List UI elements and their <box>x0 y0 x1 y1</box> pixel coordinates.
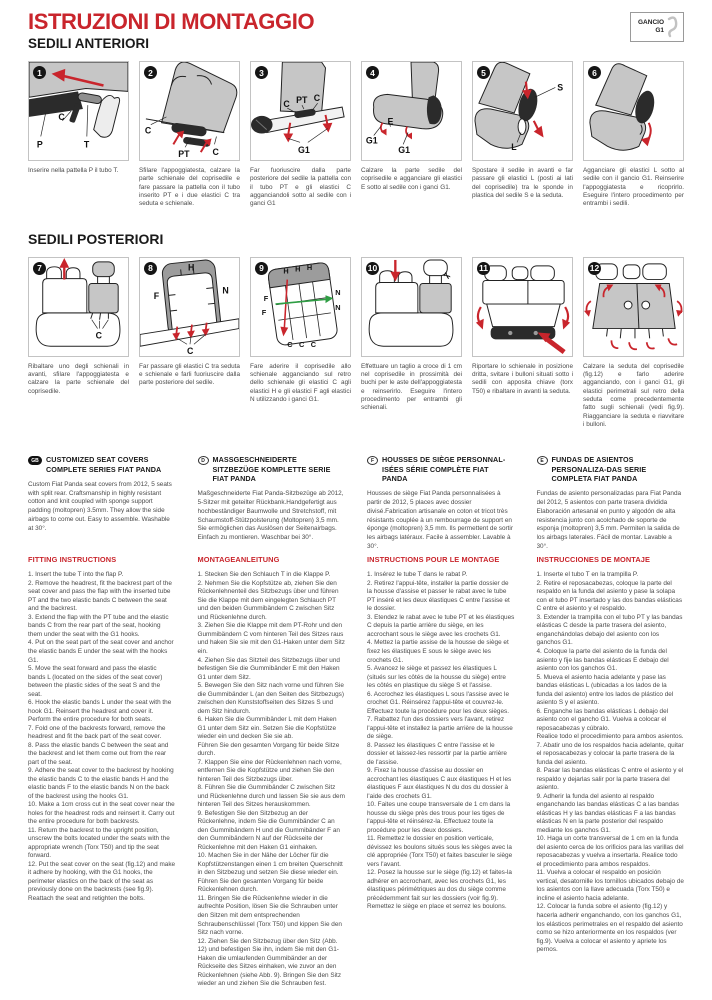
svg-text:T: T <box>83 139 90 150</box>
svg-text:C: C <box>58 111 65 122</box>
instruction-step: 2. Remove the headrest, fit the backrest part of the seat cover and pass the flap with the inserted tube PT and the two elastic bands C between the seat and the backrest. <box>28 579 172 613</box>
lang-badge-e: E <box>537 456 548 465</box>
step-caption: Calzare la seduta del coprisedile (fig.12) e farlo aderire agganciando, con i ganci G1, gli elastici perimetrali sul retro della seduta come precedentemente fatto sugli schienali (vedi fig.9). Riagganciare la seduta e riavvitare i bulloni. <box>583 362 684 429</box>
lang-steps <box>367 571 515 912</box>
lang-intro-block <box>198 455 346 555</box>
svg-text:PT: PT <box>178 149 190 160</box>
front-seat-steps <box>28 61 684 209</box>
step-caption: Riportare lo schienale in posizione dritta, svitare i bulloni situati sotto i sedili con apposita chiave (torx T50) e ribaltare in avanti la seduta. <box>472 362 573 395</box>
step-2-illustration <box>139 61 240 161</box>
hook-icon <box>667 16 678 38</box>
section-title-rear-seats: SEDILI POSTERIORI <box>28 230 164 247</box>
step-cell-8 <box>139 257 240 430</box>
lang-heading: FITTING INSTRUCTIONS <box>28 555 117 565</box>
instruction-step: 9. Adhere the seat cover to the backrest by hooking the elastic bands C to the elastic bands H and the elastic bands F to the elastic bands N on the back of the backrest using the hooks G1. <box>28 767 174 800</box>
step-caption: Far passare gli elastici C tra seduta e schienale e farli fuoriuscire dalla parte posteriore del sedile. <box>139 362 240 387</box>
instruction-step: 9. Adherir la funda del asiento al respaldo enganchando las bandas elásticas C a las bandas elásticas H y las bandas elásticas F a las bandas elásticas N en la parte posterior del respaldo mediante los ganchos G1. <box>536 792 679 834</box>
instruction-step: 8. Führen Sie die Gummibänder C zwischen Sitz und Rückenlehne durch und lassen Sie sie aus dem hinteren Teil des Sitzes herauskommen. <box>197 784 345 809</box>
step-caption: Agganciare gli elastici L sotto al sedile con il gancio G1. Reinserire l'appoggiatesta e ricoprirlo. Eseguire l'intero procedimento per entrambi i sedili. <box>583 167 684 208</box>
svg-text:G1: G1 <box>398 145 411 156</box>
step-cell-12 <box>583 257 684 430</box>
step-caption: Ribaltare uno degli schienali in avanti, sfilare l'appoggiatesta e calzare la parte schienale del coprisedile. <box>28 362 129 395</box>
step-number: 9 <box>255 262 268 275</box>
instruction-step: 5. Move the seat forward and pass the elastic bands L (located on the sides of the seat cover) between the plastic sides of the seat S and the seat. <box>28 665 163 698</box>
svg-text:C: C <box>287 339 293 349</box>
svg-text:F: F <box>263 293 269 303</box>
svg-text:H: H <box>295 264 301 274</box>
svg-text:F: F <box>261 307 267 317</box>
step-number: 12 <box>589 263 600 274</box>
lang-badge-f: F <box>367 456 378 465</box>
step-number: 8 <box>144 262 157 275</box>
step-4-illustration <box>361 61 462 161</box>
scissors-icon: ✂ <box>440 269 453 282</box>
svg-text:G1: G1 <box>298 145 310 156</box>
lang-intro-block <box>367 455 515 555</box>
step-cell-7 <box>28 257 129 430</box>
step-caption: Sfilare l'appoggiatesta, calzare la parte schienale del coprisedile e fare passare la pattella con il tubo inserito PT e i due elastici C tra seduta e schienale. <box>139 167 240 208</box>
instruction-step: 2. Retire el reposacabezas, coloque la parte del respaldo en la funda del asiento y pase la solapa con el tubo PT insertado y las dos bandas elásticas C entre el asiento y el respaldo. <box>536 579 683 613</box>
instruction-step: 8. Pasar las bandas elásticas C entre el asiento y el respaldo y dejarlas salir por la parte trasera del asiento. <box>536 767 684 792</box>
instruction-step: Führen Sie den gesamten Vorgang für beide Sitze durch. <box>197 741 340 758</box>
svg-text:C: C <box>144 125 152 136</box>
svg-text:E: E <box>387 116 394 127</box>
instruction-step: 12. Ziehen Sie den Sitzbezug über den Sitz (Abb. 12) und befestigen Sie ihn, indem Sie mit den G1-Haken die umlaufenden Gummibänder an der Rückseite des Sitzes einhaken, wie zuvor an den Rückenlehnen (siehe Abb. 9). Bringen Sie den Sitz wieder an und ziehen Sie die Schrauben fest. <box>197 937 342 988</box>
lang-title: FUNDAS DE ASIENTOS PERSONALIZA-DAS SERIE COMPLETA FIAT PANDA <box>551 455 647 484</box>
instruction-step: 5. Mueva el asiento hacia adelante y pase las bandas elásticas L (ubicadas a los lados de la funda del asiento) entre los lados de plástico del asiento S y el asiento. <box>536 673 674 707</box>
step-number: 1 <box>33 66 46 79</box>
svg-text:F: F <box>153 290 160 301</box>
instruction-step: 6. Enganche las bandas elásticas L debajo del asiento con el gancho G1. Vuelva a colocar el reposacabezas y cúbralo. <box>536 707 669 732</box>
step-cell-4 <box>361 61 462 209</box>
step-caption: Inserire nella pattella P il tubo T. <box>28 167 119 175</box>
svg-text:H: H <box>283 266 289 276</box>
step-caption: Fare aderire il coprisedile allo schienale agganciando sul retro dello schienale gli elastici C agli elastici H e gli elastici F agli elastici N utilizzando i ganci G1. <box>250 362 351 404</box>
svg-text:C: C <box>299 339 305 349</box>
step-5-illustration <box>472 61 573 161</box>
instruction-step: 8. Passez les élastiques C entre l'assise et le dossier et laissez-les ressortir par la partie arrière de l'assise. <box>367 741 507 766</box>
lang-title: HOUSSES DE SIÈGE PERSONNAL-ISÉES SÉRIE COMPLÈTE FIAT PANDA <box>382 455 506 484</box>
page-title: ISTRUZIONI DI MONTAGGIO <box>28 9 315 34</box>
instruction-step: 6. Hook the elastic bands L under the seat with the hook G1. Reinsert the headrest and cover it. <box>28 699 172 715</box>
step-cell-11 <box>472 257 573 430</box>
step-12-illustration <box>583 257 684 357</box>
lang-heading: INSTRUCTIONS POUR LE MONTAGE <box>367 555 500 565</box>
instruction-step: 10. Make a 1cm cross cut in the seat cover near the holes for the headrest rods and reinsert it. Carry out the entire procedure for both backrests. <box>28 801 175 826</box>
svg-text:G1: G1 <box>365 135 378 146</box>
step-cell-1 <box>28 61 129 209</box>
step-10-illustration <box>361 257 462 357</box>
instruction-step: 8. Pass the elastic bands C between the seat and the backrest and let them come out from the rear part of the seat. <box>28 741 169 766</box>
lang-title: MASSGESCHNEIDERTE SITZBEZÜGE KOMPLETTE SERIE FIAT PANDA <box>212 455 331 484</box>
instruction-step: 5. Avancez le siège et passez les élastiques L (situés sur les côtés de la housse du siège) entre les côtés en plastique du siège S et l'assise. <box>367 665 506 690</box>
instruction-step: 7. Klappen Sie eine der Rückenlehnen nach vorne, entfernen Sie die Kopfstütze und ziehen Sie den hinteren Teil des Sitzbezugs über. <box>197 758 342 783</box>
instruction-step: 10. Machen Sie in der Nähe der Löcher für die Kopfstützenstangen einen 1 cm breiten Querschnitt in den Sitzbezug und setzen Sie diese wieder ein. Führen Sie den gesamten Vorgang für beide Rückenlehnen durch. <box>197 852 343 894</box>
step-7-illustration <box>28 257 129 357</box>
step-11-illustration <box>472 257 573 357</box>
hook-g1-label <box>638 19 664 35</box>
lang-intro: Housses de siège Fiat Panda personnalisées à partir de 2012, 5 places avec dossier divisé.Fabrication artisanale en coton et tricot très résistants couplée à un rembourrage de support en éponge (moltopren) 3,5 mm. Ils permettent de sortir les airbags latéraux. Facile à assembler. Lavable à 30°. <box>367 490 513 550</box>
section-title-front-seats: SEDILI ANTERIORI <box>28 36 150 52</box>
instruction-step: 7. Abatir uno de los respaldos hacia adelante, quitar el reposacabezas y colocar la parte trasera de la funda del asiento. <box>536 741 684 766</box>
svg-text:P: P <box>36 139 43 150</box>
svg-text:C: C <box>212 147 219 158</box>
instruction-step: 3. Extender la trampilla con el tubo PT y las bandas elásticas C desde la parte trasera del asiento, enganchándolas debajo del asiento con los ganchos G1. <box>536 613 683 647</box>
instruction-step: 3. Extend the flap with the PT tube and the elastic bands C from the rear part of the seat, hooking them under the seat with the G1 hooks. <box>28 613 169 638</box>
svg-text:C: C <box>95 330 103 341</box>
lang-badge-gb: GB <box>28 456 42 465</box>
instruction-step: 1. Stecken Sie den Schlauch T in die Klappe P. <box>197 571 331 579</box>
instruction-step: Effectuez toute la procédure pour les deux sièges. <box>367 707 509 715</box>
svg-text:N: N <box>335 302 341 312</box>
lang-intro-block <box>537 455 685 555</box>
step-cell-2 <box>139 61 240 209</box>
hook-label-line1: GANCIO <box>638 18 664 26</box>
step-number: 7 <box>33 262 46 275</box>
instruction-step: Perform the entire procedure for both seats. <box>28 716 152 724</box>
instruction-step: 4. Ziehen Sie das Sitzteil des Sitzbezugs über und befestigen Sie die Gummibänder E mit den Haken G1 unter dem Sitz. <box>197 656 340 681</box>
step-number: 6 <box>588 66 601 79</box>
svg-text:C: C <box>283 99 290 110</box>
instruction-step: 3. Ziehen Sie die Klappe mit dem PT-Rohr und den Gummibändern C vom hinteren Teil des Sitzes raus und haken Sie sie mit den G1-Haken unter dem Sitz ein. <box>197 622 345 655</box>
lang-intro: Custom Fiat Panda seat covers from 2012, 5 seats with split rear. Craftsmanship in highly resistant cotton and knit coupled with sponge support padding (moltopren) 3.5mm. They allow the side airbags to come out. Easy to assemble. Washable at 30°. <box>28 481 172 532</box>
hook-label-line2: G1 <box>655 27 664 34</box>
instruction-step: 9. Fixez la housse d'assise au dossier en accrochant les élastiques C aux élastiques H et les élastiques F aux élastiques N du dos du dossier à l'aide des crochets G1. <box>367 767 512 800</box>
step-number: 10 <box>367 263 378 274</box>
instruction-step: 11. Vuelva a colocar el respaldo en posición vertical, desatornille los tornillos ubicados debajo de los asientos con la llave adecuada (Torx T50) e incline el asiento hacia adelante. <box>536 869 684 902</box>
svg-text:L: L <box>511 142 517 153</box>
lang-column-es <box>537 455 685 988</box>
lang-steps <box>198 571 346 988</box>
svg-text:C: C <box>187 345 194 356</box>
instruction-step: 11. Bringen Sie die Rückenlehne wieder in die aufrechte Position, lösen Sie die Schrauben unter den Sitzen mit dem entsprechenden Schraubenschlüssel (Torx T50) und kippen Sie den Sitz nach vorne. <box>197 894 342 937</box>
svg-text:C: C <box>310 339 317 349</box>
step-cell-5 <box>472 61 573 209</box>
lang-column-en <box>28 455 176 988</box>
instruction-step: 12. Put the seat cover on the seat (fig.12) and make it adhere by hooking, with the G1 hooks, the perimeter elastics on the back of the seat as previously done on the backrests (see fig.9). Reattach the seat and retighten the bolts. <box>28 860 176 902</box>
header-titles <box>28 10 314 51</box>
svg-text:N: N <box>335 287 341 297</box>
step-cell-10 <box>361 257 462 430</box>
instruction-step: Realice todo el procedimiento para ambos asientos. <box>536 733 684 741</box>
lang-title: CUSTOMIZED SEAT COVERS COMPLETE SERIES FIAT PANDA <box>46 455 162 474</box>
svg-text:C: C <box>313 93 321 104</box>
instruction-step: 10. Haga un corte transversal de 1 cm en la funda del asiento cerca de los orificios para las varillas del reposacabezas y vuelva a insertarla. Realice todo el procedimiento para ambos respaldos. <box>536 835 684 868</box>
svg-text:H: H <box>188 262 195 273</box>
lang-column-fr <box>367 455 515 988</box>
language-columns <box>28 455 684 988</box>
instruction-step: 10. Faites une coupe transversale de 1 cm dans la housse du siège près des trous pour les tiges de l'appui-tête et réinsérez-la. Effectuez toute la procédure pour les deux dossiers. <box>367 801 511 834</box>
step-9-illustration <box>250 257 351 357</box>
instruction-step: 12. Posez la housse sur le siège (fig.12) et faites-la adhérer en accrochant, avec les crochets G1, les élastiques périmétriques au dos du siège comme précédemment fait sur les dossiers (voir fig.9). Remettez le siège en place et serrez les boulons. <box>367 869 512 911</box>
lang-steps <box>28 571 176 903</box>
instruction-step: 4. Mettez la partie assise de la housse de siège et fixez les élastiques E sous le siège avec les crochets G1. <box>367 639 509 664</box>
instruction-step: 4. Coloque la parte del asiento de la funda del asiento y fije las bandas elásticas E debajo del asiento con los ganchos G1. <box>536 648 669 673</box>
instruction-step: 7. Fold one of the backrests forward, remove the headrest and fit the back part of the seat cover. <box>28 724 166 741</box>
lang-heading: INSTRUCCIONES DE MONTAJE <box>536 555 651 565</box>
instruction-step: 9. Befestigen Sie den Sitzbezug an der Rückenlehne, indem Sie die Gummibänder C an den Gummibändern H und die Gummibänder F an den Gummibändern N auf der Rückseite der Rückenlehne mit den Haken G1 einhaken. <box>197 809 340 851</box>
instruction-step: 3. Etendez le rabat avec le tube PT et les élastiques C depuis la partie arrière du siège, en les accrochant sous le siège avec les crochets G1. <box>367 613 515 638</box>
step-number: 4 <box>366 66 379 79</box>
instruction-step: 4. Put on the seat part of the seat cover and anchor the elastic bands E under the seat with the hooks G1. <box>28 639 174 664</box>
step-cell-9 <box>250 257 351 430</box>
hook-g1-legend-box <box>630 12 684 42</box>
lang-column-de <box>198 455 346 988</box>
step-caption: Spostare il sedile in avanti e far passare gli elastici L (posti ai lati del coprisedile) tra le sponde in plastica del sedile S e la seduta. <box>472 167 573 200</box>
instruction-step: 1. Insert the tube T into the flap P. <box>28 571 124 579</box>
instruction-step: 2. Nehmen Sie die Kopfstütze ab, ziehen Sie den Rückenlehnenteil des Sitzbezugs über und führen Sie die Klappe mit dem eingelegten Schlauch PT und den beiden Gummibändern C zwischen Sitz und Rückenlehne durch. <box>197 579 339 621</box>
instruction-step: 2. Retirez l'appui-tête, installer la partie dossier de la housse d'assise et passer le rabat avec le tube PT inséré et les deux élastiques C entre l'assise et le dossier. <box>367 579 510 613</box>
step-6-illustration <box>583 61 684 161</box>
instruction-step: 12. Colocar la funda sobre el asiento (fig.12) y hacerla adherir enganchando, con los ganchos G1, los elásticos perimetrales en el respaldo del asiento como se hizo anteriormente en los respaldos (ver fig.9). Vuelva a colocar el asiento y apriete los pernos. <box>536 903 683 954</box>
instruction-step: 1. Insérez le tube T dans le rabat P. <box>367 571 468 579</box>
step-caption: Effettuare un taglio a croce di 1 cm nel coprisedile in prossimità dei buchi per le aste dell'appoggiatesta e reinserirlo. Eseguire l'intero procedimento per entrambi gli schienali. <box>361 362 462 412</box>
lang-badge-d: D <box>198 456 209 465</box>
svg-text:S: S <box>557 82 564 93</box>
step-number: 3 <box>255 66 268 79</box>
step-number: 5 <box>477 66 490 79</box>
instruction-step: 5. Bewegen Sie den Sitz nach vorne und führen Sie die Gummibänder L (an den Seiten des Sitzbezugs) zwischen den Kunststoffseiten des Sitzes S und dem Sitz hindurch. <box>197 682 344 715</box>
instruction-step: 11. Remettez le dossier en position verticale, dévissez les boulons situés sous les sièges avec la clé appropriée (Torx T50) et faites basculer le siège vers l'avant. <box>367 835 513 868</box>
instruction-step: 7. Rabattez l'un des dossiers vers l'avant, retirez l'appui-tête et installez la partie arrière de la housse de siège. <box>367 716 513 741</box>
step-caption: Calzare la parte sedile del coprisedile e agganciare gli elastici E sotto al sedile con i ganci G1. <box>361 167 462 191</box>
step-caption: Far fuoriuscire dalla parte posteriore del sedile la pattella con il tubo PT e gli elastici C agganciandoli sotto al sedile con i ganci G1 <box>250 167 351 208</box>
lang-intro-block <box>28 455 176 555</box>
step-number: 11 <box>479 263 488 274</box>
header <box>28 10 684 51</box>
step-cell-6 <box>583 61 684 209</box>
instruction-step: 1. Inserte el tubo T en la trampilla P. <box>536 571 639 579</box>
rear-seat-steps <box>28 257 684 430</box>
instruction-step: 6. Accrochez les élastiques L sous l'assise avec le crochet G1. Réinsérez l'appui-tête et couvrez-le. <box>367 690 510 707</box>
step-1-illustration <box>28 61 129 161</box>
svg-text:H: H <box>306 262 313 272</box>
step-3-illustration <box>250 61 351 161</box>
lang-heading: MONTAGEANLEITUNG <box>197 555 280 565</box>
instruction-step: 6. Haken Sie die Gummibänder L mit dem Haken G1 unter dem Sitz ein. Setzen Sie die Kopfstütze wieder ein und decken Sie sie ab. <box>197 716 337 741</box>
svg-text:N: N <box>222 285 229 296</box>
lang-intro: Fundas de asiento personalizadas para Fiat Panda del 2012, 5 asientos con parte trasera dividida Elaboración artesanal en punto y algodón de alta resistencia junto con acolchado de soporte de esponja (moltopren) 3,5 mm. Permiten la salida de los airbags laterales. Fácil de montar. Lavable a 30°. <box>536 490 682 550</box>
instruction-step: 11. Return the backrest to the upright position, unscrew the bolts located under the seats with the appropriate wrench (Torx T50) and tip the seat forward. <box>28 826 170 860</box>
step-8-illustration <box>139 257 240 357</box>
lang-steps <box>537 571 685 954</box>
step-number: 2 <box>144 66 157 79</box>
step-cell-3 <box>250 61 351 209</box>
svg-text:PT: PT <box>296 95 308 106</box>
lang-intro: Maßgeschneiderte Fiat Panda-Sitzbezüge ab 2012, 5-Sitzer mit geteilter Rückbank.Handgefertigt aus hochbeständiger Baumwolle und Stretchstoff, mit Schaumstoff-Stützpolsterung (Moltopren) 3,5 mm. Sie ermöglichen das Auslösen der Seitenairbags. Einfach zu montieren. Waschbar bei 30°. <box>197 490 344 541</box>
